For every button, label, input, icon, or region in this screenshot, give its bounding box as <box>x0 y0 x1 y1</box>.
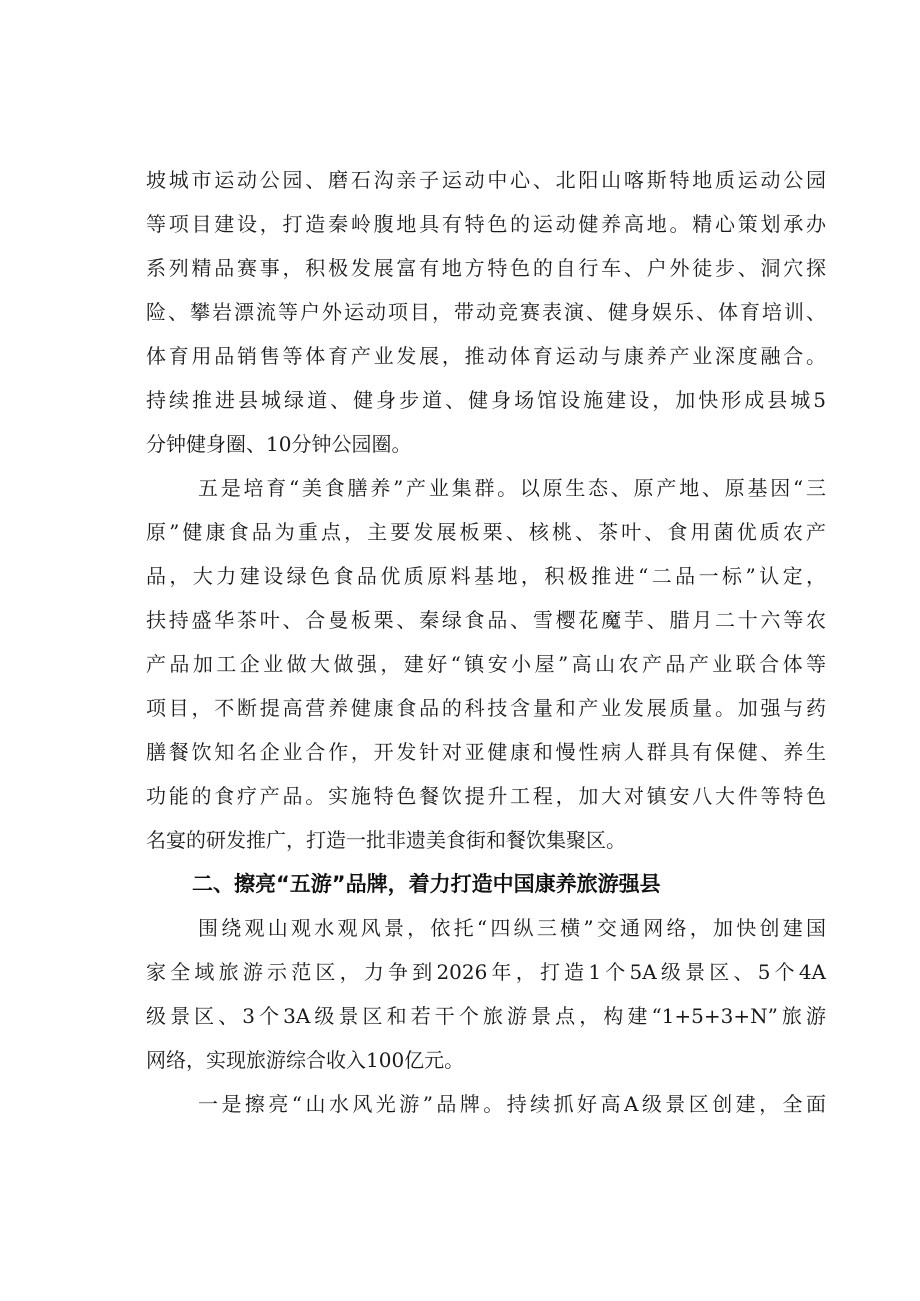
section-heading: 二、擦亮“五游”品牌，着力打造中国康养旅游强县 <box>192 872 661 896</box>
paragraph-line: 体育用品销售等体育产业发展，推动体育运动与康养产业深度融合。 <box>146 344 826 368</box>
paragraph-line: 家全域旅游示范区，力争到2026年，打造1个5A级景区、5个4A <box>146 960 826 984</box>
paragraph-line: 膳餐饮知名企业合作，开发针对亚健康和慢性病人群具有保健、养生 <box>146 740 826 764</box>
paragraph-line: 项目，不断提高营养健康食品的科技含量和产业发展质量。加强与药 <box>146 696 826 720</box>
paragraph-line: 持续推进县城绿道、健身步道、健身场馆设施建设，加快形成县城5 <box>146 388 826 412</box>
paragraph-line: 扶持盛华茶叶、合曼板栗、秦绿食品、雪樱花魔芋、腊月二十六等农 <box>146 608 826 632</box>
paragraph-line: 等项目建设，打造秦岭腹地具有特色的运动健养高地。精心策划承办 <box>146 212 826 236</box>
paragraph-line: 五是培育“美食膳养”产业集群。以原生态、原产地、原基因“三 <box>198 476 826 500</box>
paragraph-line: 坡城市运动公园、磨石沟亲子运动中心、北阳山喀斯特地质运动公园 <box>146 168 826 192</box>
paragraph-line: 功能的食疗产品。实施特色餐饮提升工程，加大对镇安八大件等特色 <box>146 784 826 808</box>
paragraph-line: 险、攀岩漂流等户外运动项目，带动竞赛表演、健身娱乐、体育培训、 <box>146 300 826 324</box>
paragraph-line: 围绕观山观水观风景，依托“四纵三横”交通网络，加快创建国 <box>198 916 826 940</box>
paragraph-line: 一是擦亮“山水风光游”品牌。持续抓好高A级景区创建，全面 <box>198 1092 826 1116</box>
paragraph-line: 分钟健身圈、10分钟公园圈。 <box>146 432 412 456</box>
paragraph-line: 级景区、3个3A级景区和若干个旅游景点，构建“1+5+3+N”旅游 <box>146 1004 826 1028</box>
paragraph-line: 原”健康食品为重点，主要发展板栗、核桃、茶叶、食用菌优质农产 <box>146 520 826 544</box>
paragraph-line: 名宴的研发推广，打造一批非遗美食街和餐饮集聚区。 <box>146 828 626 852</box>
paragraph-line: 品，大力建设绿色食品优质原料基地，积极推进“二品一标”认定， <box>146 564 826 588</box>
paragraph-line: 系列精品赛事，积极发展富有地方特色的自行车、户外徒步、洞穴探 <box>146 256 826 280</box>
paragraph-line: 网络，实现旅游综合收入100亿元。 <box>146 1048 465 1072</box>
paragraph-line: 产品加工企业做大做强，建好“镇安小屋”高山农产品产业联合体等 <box>146 652 826 676</box>
